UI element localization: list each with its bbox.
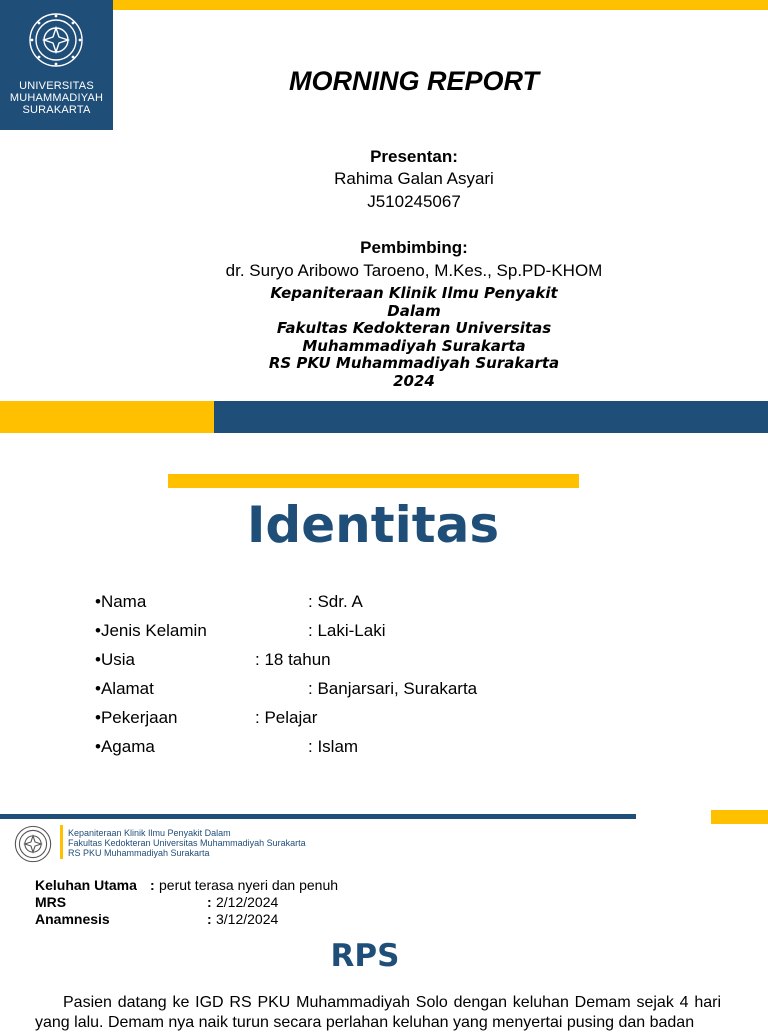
anamnesis-separator: : xyxy=(207,911,212,927)
rps-paragraph: Pasien datang ke IGD RS PKU Muhammadiyah Solo dengan keluhan Demam sejak 4 hari yang lalu. Demam nya naik turun secara perlahan keluhan yang menyertai pusing dan badan xyxy=(35,994,721,1031)
mrs-separator: : xyxy=(207,894,212,910)
identity-label: •Pekerjaan xyxy=(95,708,178,727)
identity-row-jenis-kelamin xyxy=(95,621,386,641)
rps-title: RPS xyxy=(330,938,400,974)
identity-row-pekerjaan xyxy=(95,708,318,728)
identity-label: •Nama xyxy=(95,592,147,611)
slide-title: MORNING REPORT xyxy=(288,66,539,96)
university-name-line: MUHAMMADIYAH xyxy=(9,92,104,104)
keluhan-label: Keluhan Utama xyxy=(35,877,137,893)
university-seal-icon xyxy=(14,825,52,863)
presenter-nim: J510245067 xyxy=(367,192,461,211)
advisor-name: dr. Suryo Aribowo Taroeno, M.Kes., Sp.PD-KHOM xyxy=(225,261,603,280)
identitas-title: Identitas xyxy=(246,496,500,554)
university-name xyxy=(0,80,113,116)
keluhan-separator: : xyxy=(150,877,155,893)
institution-line: Dalam xyxy=(387,301,441,320)
keluhan-value: perut terasa nyeri dan penuh xyxy=(159,877,339,893)
institution-line: Fakultas Kedokteran Universitas xyxy=(276,319,552,337)
identity-row-usia xyxy=(95,650,331,670)
identity-value: : Pelajar xyxy=(255,708,318,727)
mrs-value: 2/12/2024 xyxy=(216,894,279,910)
identity-row-nama xyxy=(95,592,363,612)
identity-value: : Islam xyxy=(308,737,359,756)
identity-value: : 18 tahun xyxy=(255,650,331,669)
identitas-accent-bar xyxy=(168,474,579,488)
footer-gold-bar xyxy=(0,401,214,433)
footer-navy-bar xyxy=(214,401,768,433)
header-gold-tab xyxy=(711,810,768,824)
institution-line: Muhammadiyah Surakarta xyxy=(302,336,526,355)
identity-row-agama xyxy=(95,737,359,757)
identity-label: •Alamat xyxy=(95,679,154,698)
mrs-label: MRS xyxy=(35,894,67,910)
institution-block xyxy=(244,285,584,390)
university-seal-icon xyxy=(28,12,84,68)
header-institution-line: RS PKU Muhammadiyah Surakarta xyxy=(68,848,210,858)
presenter-label: Presentan: xyxy=(370,147,458,166)
header-navy-line xyxy=(0,814,636,819)
anamnesis-value: 3/12/2024 xyxy=(216,911,279,927)
identity-row-alamat xyxy=(95,679,478,699)
institution-line: RS PKU Muhammadiyah Surakarta xyxy=(268,354,560,372)
identity-label: •Jenis Kelamin xyxy=(95,621,207,640)
identity-label: •Usia xyxy=(95,650,135,669)
advisor-label: Pembimbing: xyxy=(360,238,468,257)
header-institution xyxy=(68,828,306,858)
top-accent-bar xyxy=(113,0,768,10)
identity-value: : Laki-Laki xyxy=(308,621,386,640)
header-divider xyxy=(60,825,63,859)
university-name-line: UNIVERSITAS xyxy=(19,80,94,92)
header-institution-line: Fakultas Kedokteran Universitas Muhammadiyah Surakarta xyxy=(68,838,306,848)
institution-line: 2024 xyxy=(393,371,435,390)
institution-line: Kepaniteraan Klinik Ilmu Penyakit xyxy=(270,284,558,302)
identity-value: : Sdr. A xyxy=(308,592,363,611)
presenter-name: Rahima Galan Asyari xyxy=(334,169,494,188)
anamnesis-label: Anamnesis xyxy=(35,911,110,927)
header-institution-line: Kepaniteraan Klinik Ilmu Penyakit Dalam xyxy=(68,828,231,838)
identity-value: : Banjarsari, Surakarta xyxy=(308,679,478,698)
university-name-line: SURAKARTA xyxy=(22,104,91,116)
identity-label: •Agama xyxy=(95,737,155,756)
